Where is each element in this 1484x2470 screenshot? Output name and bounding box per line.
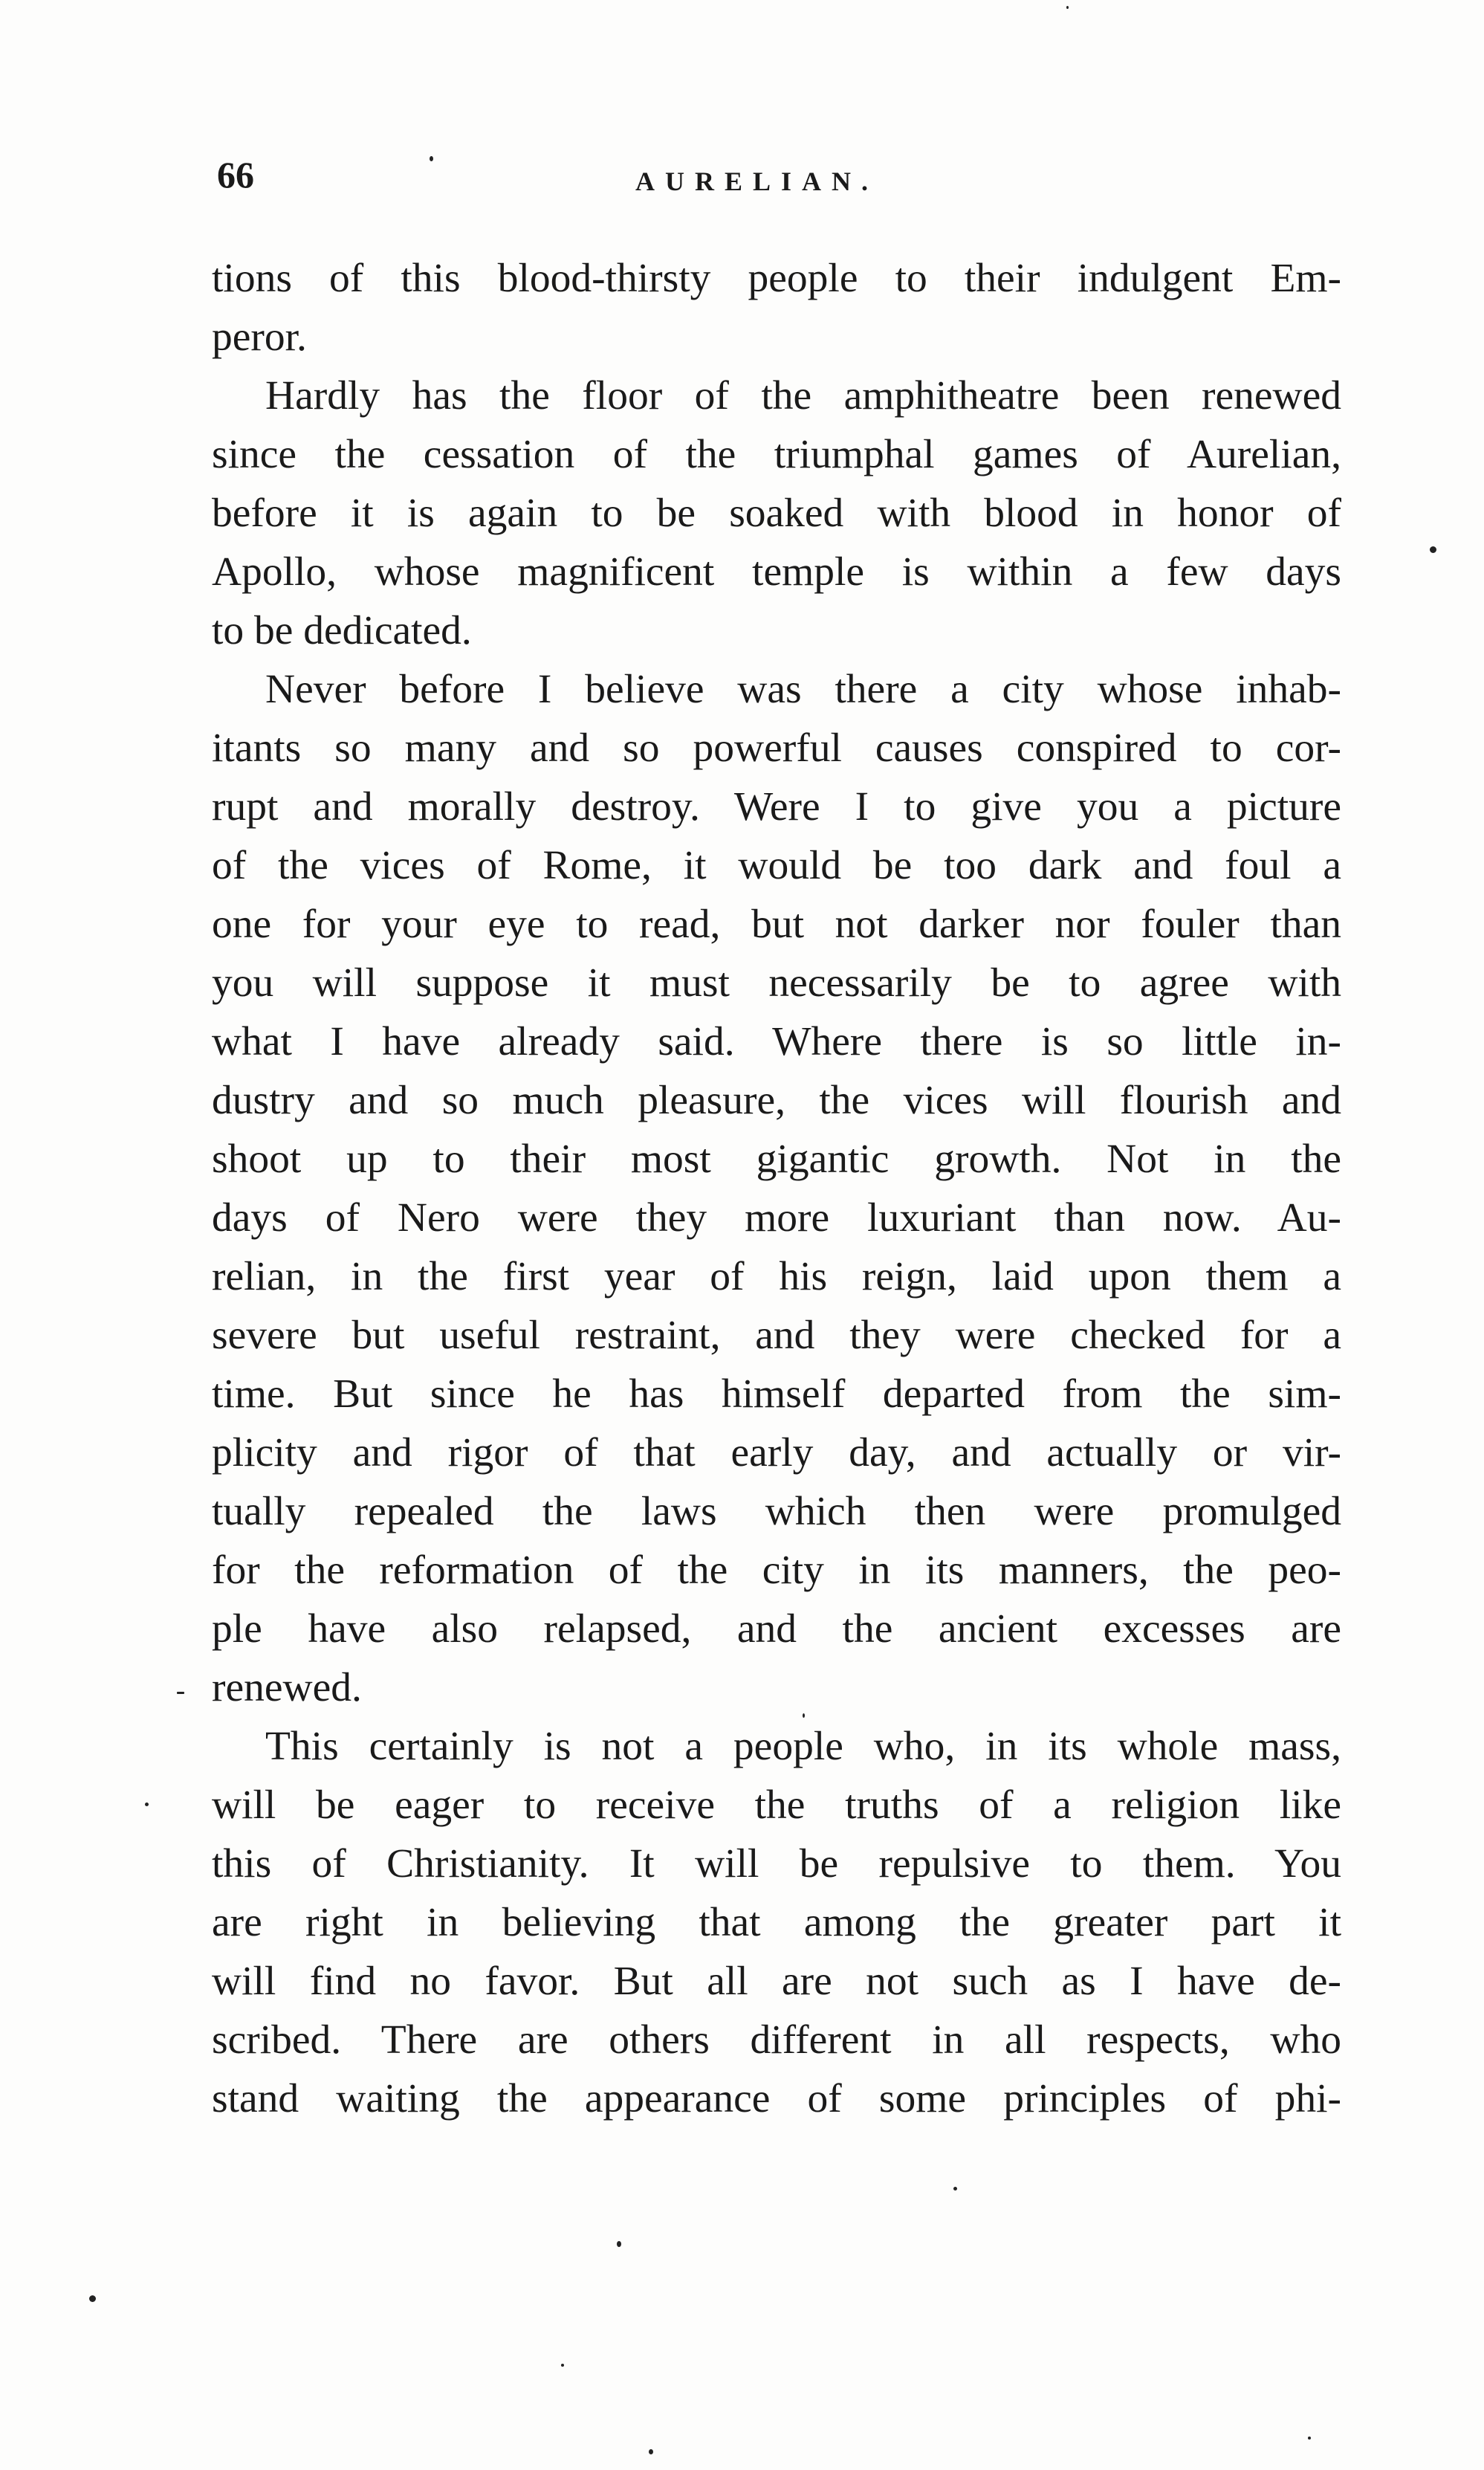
text-line: will find no favor. But all are not such as I have de- — [212, 1959, 1341, 2004]
text-line: one for your eye to read, but not darker nor fouler than — [212, 902, 1341, 947]
text-line: tions of this blood-thirsty people to their indulgent Em- — [212, 256, 1341, 301]
print-speck — [145, 1803, 149, 1806]
text-line: stand waiting the appearance of some principles of phi- — [212, 2076, 1341, 2121]
text-line: you will suppose it must necessarily be to agree with — [212, 960, 1341, 1006]
text-line: peror. — [212, 314, 307, 360]
text-line: dustry and so much pleasure, the vices will flourish and — [212, 1078, 1341, 1123]
text-line: plicity and rigor of that early day, and actually or vir- — [212, 1430, 1341, 1475]
print-speck — [561, 2364, 564, 2367]
text-line: tually repealed the laws which then were promulged — [212, 1489, 1341, 1534]
text-line: will be eager to receive the truths of a religion like — [212, 1782, 1341, 1828]
text-line: relian, in the first year of his reign, laid upon them a — [212, 1254, 1341, 1299]
text-line: Hardly has the floor of the amphitheatre been renewed — [265, 373, 1341, 418]
text-line: severe but useful restraint, and they were checked for a — [212, 1313, 1341, 1358]
text-line: renewed. — [212, 1665, 362, 1710]
print-speck — [1430, 546, 1436, 553]
text-line: scribed. There are others different in all respects, who — [212, 2017, 1341, 2063]
text-line: time. But since he has himself departed from the sim- — [212, 1371, 1341, 1417]
page-number: 66 — [217, 154, 254, 195]
text-line: are right in believing that among the greater part it — [212, 1900, 1341, 1945]
print-speck — [89, 2295, 96, 2302]
print-speck — [953, 2187, 957, 2191]
text-line: to be dedicated. — [212, 608, 472, 653]
text-line: rupt and morally destroy. Were I to give you a picture — [212, 784, 1341, 830]
text-line: what I have already said. Where there is so little in- — [212, 1019, 1341, 1064]
text-line: Apollo, whose magnificent temple is within a few days — [212, 549, 1341, 595]
text-line: itants so many and so powerful causes conspired to cor- — [212, 725, 1341, 771]
body-text — [212, 249, 1341, 2128]
print-speck — [1308, 2437, 1311, 2440]
print-speck — [177, 1692, 184, 1694]
text-line: Never before I believe was there a city whose inhab- — [265, 667, 1341, 712]
text-line: this of Christianity. It will be repulsive to them. You — [212, 1841, 1341, 1887]
print-speck — [803, 1713, 805, 1718]
text-line: This certainly is not a people who, in its whole mass, — [265, 1724, 1341, 1769]
print-speck — [617, 2241, 621, 2247]
print-speck — [649, 2449, 653, 2454]
text-line: shoot up to their most gigantic growth. Not in the — [212, 1137, 1341, 1182]
text-line: ple have also relapsed, and the ancient excesses are — [212, 1606, 1341, 1652]
print-speck — [430, 156, 433, 161]
print-speck — [1066, 6, 1069, 9]
text-line: of the vices of Rome, it would be too dark and foul a — [212, 843, 1341, 888]
running-title: AURELIAN. — [635, 167, 879, 196]
text-line: days of Nero were they more luxuriant than now. Au- — [212, 1195, 1341, 1241]
text-line: for the reformation of the city in its manners, the peo- — [212, 1548, 1341, 1593]
text-line: before it is again to be soaked with blood in honor of — [212, 491, 1341, 536]
text-line: since the cessation of the triumphal games of Aurelian, — [212, 432, 1341, 477]
